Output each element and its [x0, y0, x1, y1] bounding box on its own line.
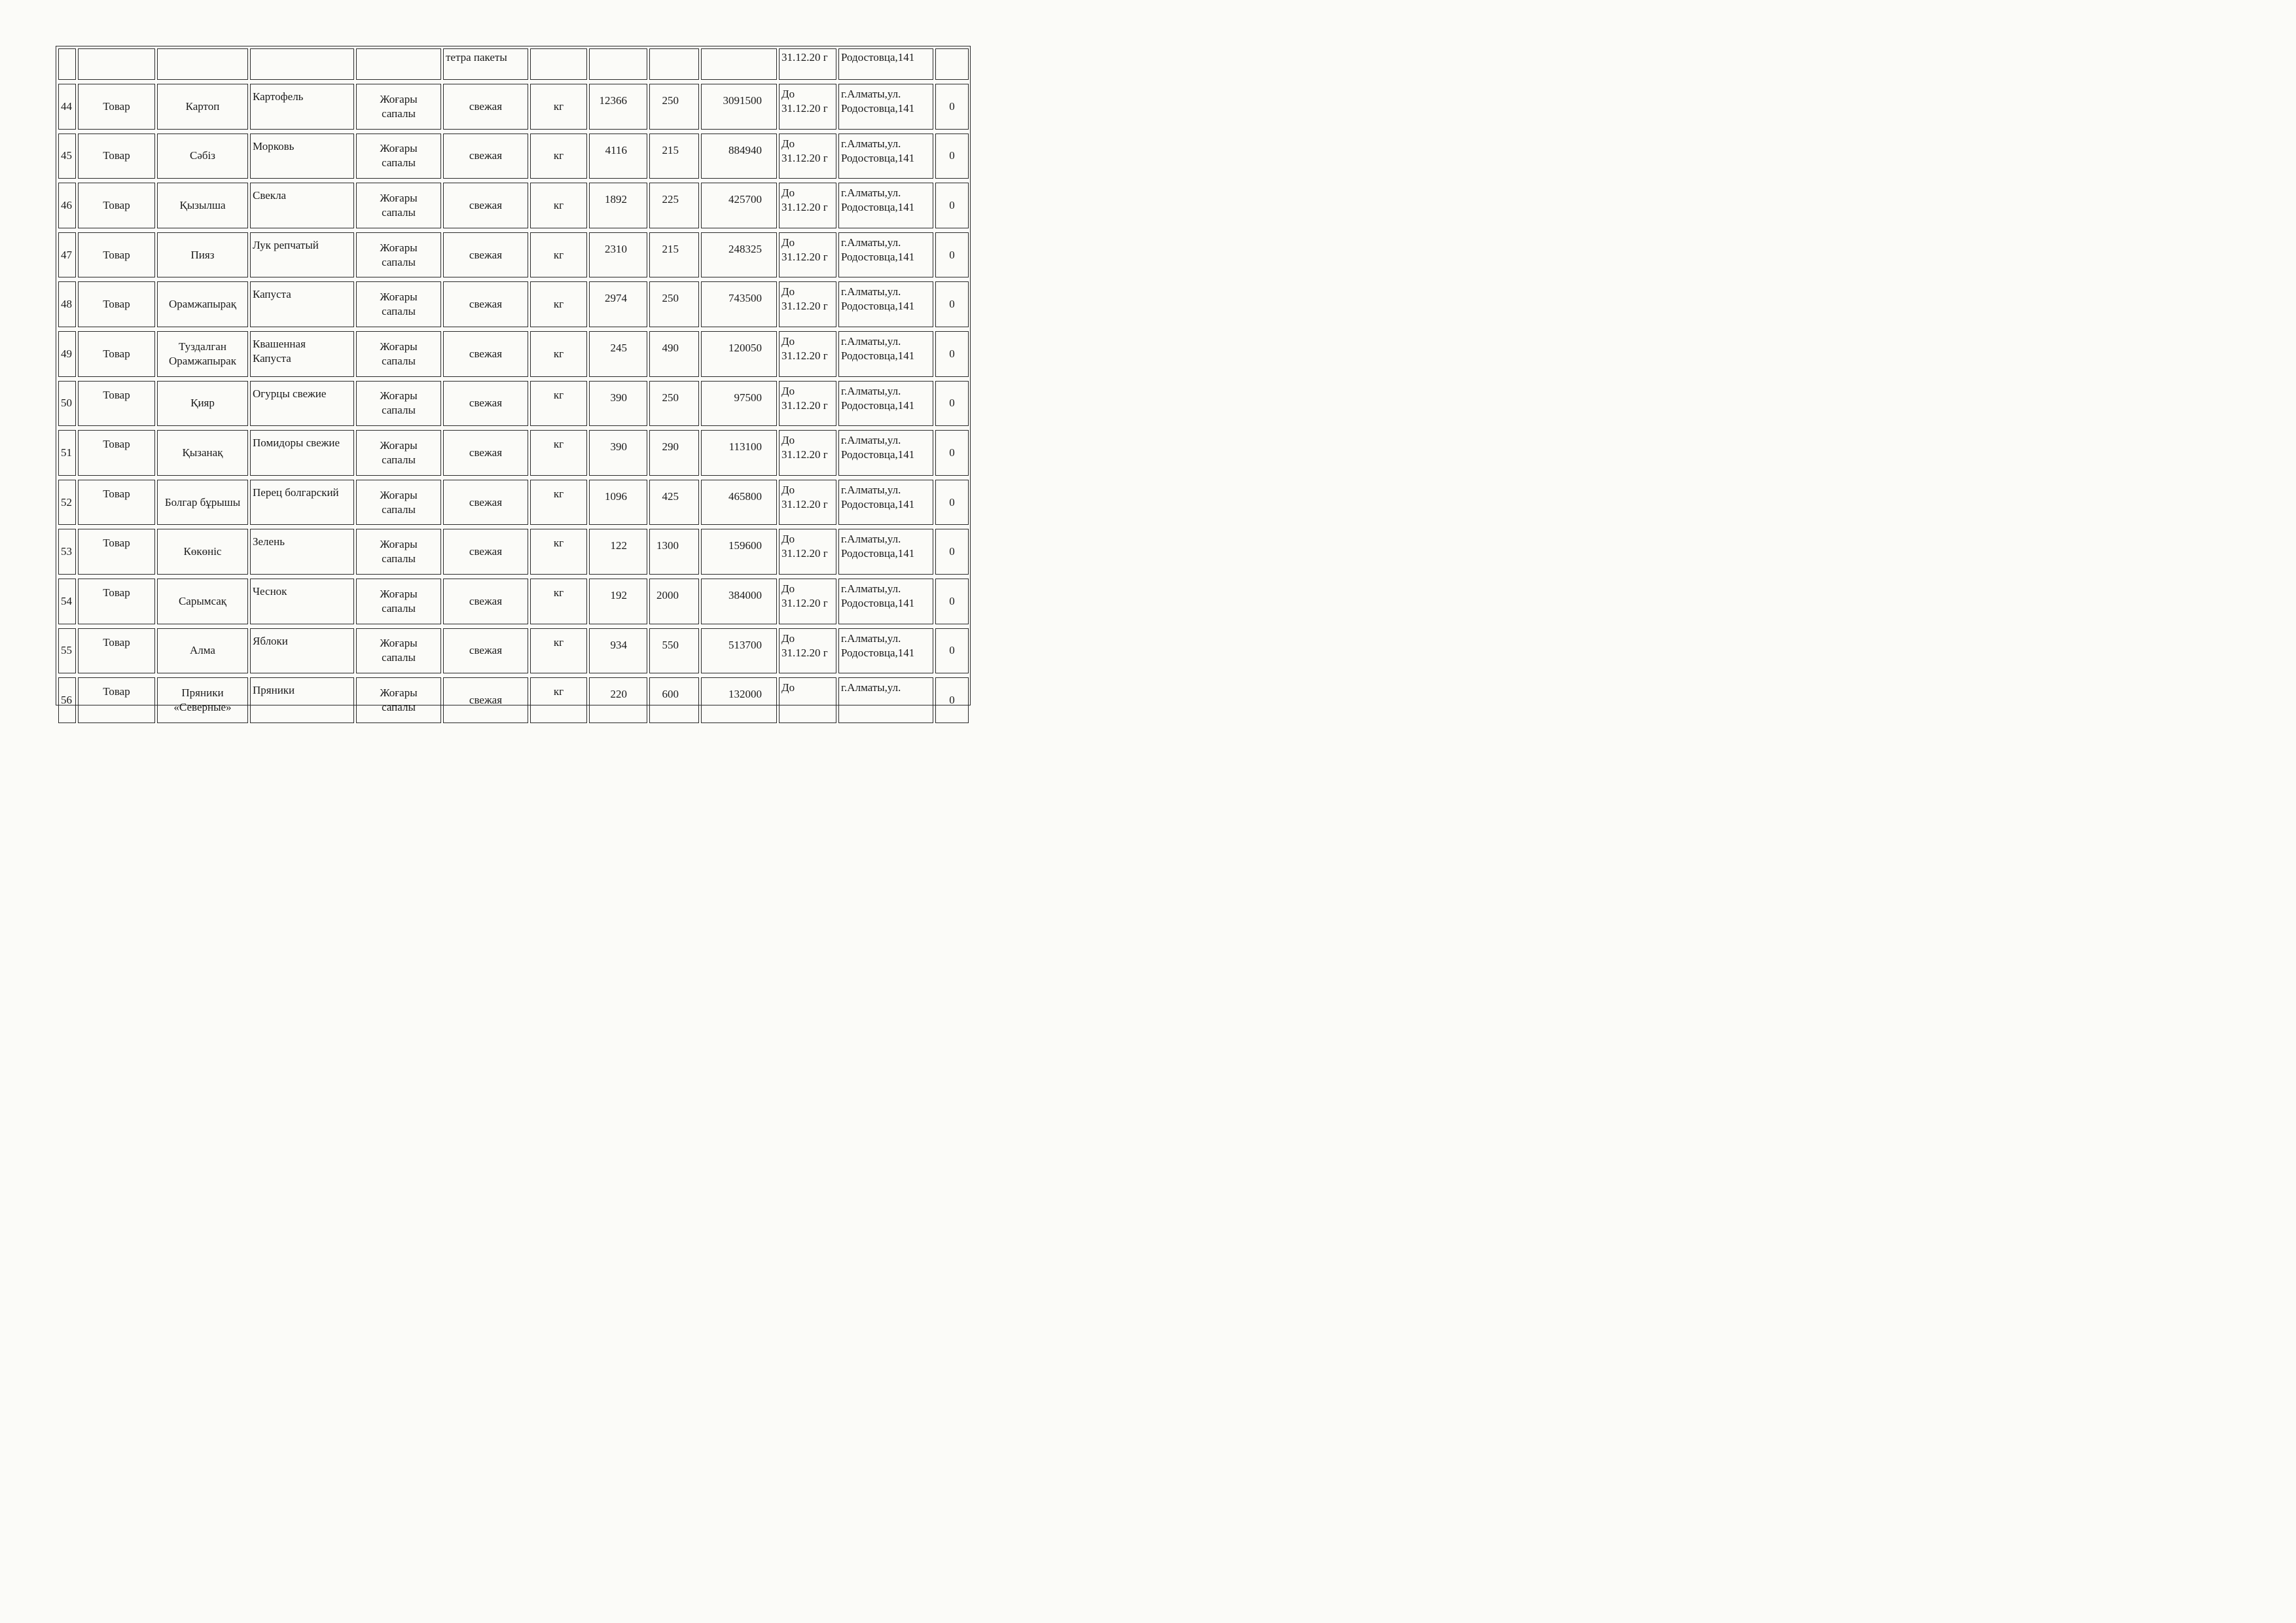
cell-amount: 3091500 [701, 84, 777, 130]
cell-unit: кг [530, 281, 587, 327]
cell-no [58, 48, 76, 80]
cell-no: 48 [58, 281, 76, 327]
cell-quality: Жоғары сапалы [356, 331, 441, 377]
cell-extra: 0 [935, 579, 969, 624]
cell-type: Товар [78, 232, 155, 278]
cell-condition: свежая [443, 430, 528, 476]
cell-name-ru: Зелень [250, 529, 354, 575]
cell-amount: 159600 [701, 529, 777, 575]
cell-address: г.Алматы,ул. Родостовца,141 [838, 430, 933, 476]
cell-address: г.Алматы,ул. Родостовца,141 [838, 381, 933, 427]
cell-quantity: 2974 [589, 281, 647, 327]
cell-packaging: тетра пакеты [443, 48, 528, 80]
cell-condition: свежая [443, 480, 528, 526]
cell-deadline: До 31.12.20 г [779, 331, 836, 377]
cell-no: 54 [58, 579, 76, 624]
cell-address: г.Алматы,ул. Родостовца,141 [838, 529, 933, 575]
cell-price: 600 [649, 677, 699, 723]
cell-unit: кг [530, 183, 587, 228]
table-row [56, 675, 970, 725]
cell-price: 215 [649, 232, 699, 278]
cell-condition: свежая [443, 183, 528, 228]
cell-address: г.Алматы,ул. Родостовца,141 [838, 134, 933, 179]
table-row [56, 626, 970, 676]
cell-unit: кг [530, 529, 587, 575]
cell-name-kz: Қызылша [157, 183, 248, 228]
cell-address: г.Алматы,ул. [838, 677, 933, 723]
cell-name-kz: Орамжапырақ [157, 281, 248, 327]
cell-name-kz [157, 48, 248, 80]
cell-unit: кг [530, 628, 587, 674]
cell-price: 225 [649, 183, 699, 228]
cell-quality: Жоғары сапалы [356, 529, 441, 575]
cell-type [78, 48, 155, 80]
procurement-table [56, 46, 971, 713]
cell-name-ru: Картофель [250, 84, 354, 130]
cell-price: 250 [649, 281, 699, 327]
cell-address: г.Алматы,ул. Родостовца,141 [838, 628, 933, 674]
cell-name-kz: Сәбіз [157, 134, 248, 179]
cell-quantity: 390 [589, 430, 647, 476]
cell-quantity: 122 [589, 529, 647, 575]
cell-name-kz: Пряники «Северные» [157, 677, 248, 723]
cell-type: Товар [78, 579, 155, 624]
cell-quantity: 2310 [589, 232, 647, 278]
cell-name-ru: Огурцы свежие [250, 381, 354, 427]
cell-deadline: До 31.12.20 г [779, 480, 836, 526]
cell-amount: 513700 [701, 628, 777, 674]
cell-type: Товар [78, 381, 155, 427]
cell-address: г.Алматы,ул. Родостовца,141 [838, 480, 933, 526]
cell-deadline: До 31.12.20 г [779, 84, 836, 130]
cell-deadline: До 31.12.20 г [779, 232, 836, 278]
cell-unit: кг [530, 331, 587, 377]
cell-unit: кг [530, 381, 587, 427]
cell-condition: свежая [443, 232, 528, 278]
cell-price: 550 [649, 628, 699, 674]
cell-quantity: 934 [589, 628, 647, 674]
cell-amount: 743500 [701, 281, 777, 327]
cell-deadline: До 31.12.20 г [779, 183, 836, 228]
cell-quality: Жоғары сапалы [356, 480, 441, 526]
cell-name-kz: Қызанақ [157, 430, 248, 476]
cell-amount: 97500 [701, 381, 777, 427]
cell-amount: 884940 [701, 134, 777, 179]
cell-quality: Жоғары сапалы [356, 579, 441, 624]
cell-unit: кг [530, 134, 587, 179]
cell-extra: 0 [935, 232, 969, 278]
cell-condition: свежая [443, 628, 528, 674]
cell-quality: Жоғары сапалы [356, 183, 441, 228]
cell-condition: свежая [443, 134, 528, 179]
cell-price: 1300 [649, 529, 699, 575]
cell-extra: 0 [935, 677, 969, 723]
table-row [56, 181, 970, 230]
cell-amount: 248325 [701, 232, 777, 278]
cell-price: 250 [649, 84, 699, 130]
cell-amount: 132000 [701, 677, 777, 723]
cell-no: 52 [58, 480, 76, 526]
cell-deadline: До [779, 677, 836, 723]
cell-name-kz: Картоп [157, 84, 248, 130]
table-row-continuation [56, 46, 970, 82]
cell-amount [701, 48, 777, 80]
cell-price: 290 [649, 430, 699, 476]
cell-name-ru: Яблоки [250, 628, 354, 674]
cell-name-ru [250, 48, 354, 80]
cell-deadline: До 31.12.20 г [779, 628, 836, 674]
cell-name-ru: Морковь [250, 134, 354, 179]
cell-amount: 425700 [701, 183, 777, 228]
table-row [56, 82, 970, 132]
cell-name-ru: Капуста [250, 281, 354, 327]
cell-type: Товар [78, 529, 155, 575]
cell-extra: 0 [935, 529, 969, 575]
cell-name-kz: Алма [157, 628, 248, 674]
cell-name-ru: Квашенная Капуста [250, 331, 354, 377]
cell-no: 45 [58, 134, 76, 179]
cell-name-ru: Перец болгарский [250, 480, 354, 526]
cell-unit: кг [530, 579, 587, 624]
cell-amount: 384000 [701, 579, 777, 624]
cell-address: Родостовца,141 [838, 48, 933, 80]
table-row [56, 527, 970, 577]
cell-quality: Жоғары сапалы [356, 84, 441, 130]
table-row [56, 379, 970, 429]
cell-unit: кг [530, 430, 587, 476]
cell-address: г.Алматы,ул. Родостовца,141 [838, 183, 933, 228]
cell-deadline: До 31.12.20 г [779, 430, 836, 476]
cell-type: Товар [78, 183, 155, 228]
cell-quantity: 12366 [589, 84, 647, 130]
cell-deadline: До 31.12.20 г [779, 579, 836, 624]
cell-extra: 0 [935, 134, 969, 179]
cell-type: Товар [78, 84, 155, 130]
cell-deadline: 31.12.20 г [779, 48, 836, 80]
cell-quality [356, 48, 441, 80]
cell-price: 215 [649, 134, 699, 179]
table-row [56, 577, 970, 626]
table-row [56, 230, 970, 280]
table-row [56, 478, 970, 527]
cell-name-kz: Көкөніс [157, 529, 248, 575]
cell-type: Товар [78, 281, 155, 327]
cell-condition: свежая [443, 579, 528, 624]
cell-quality: Жоғары сапалы [356, 134, 441, 179]
cell-extra: 0 [935, 331, 969, 377]
cell-extra: 0 [935, 281, 969, 327]
cell-quality: Жоғары сапалы [356, 677, 441, 723]
cell-no: 55 [58, 628, 76, 674]
cell-name-ru: Чеснок [250, 579, 354, 624]
cell-address: г.Алматы,ул. Родостовца,141 [838, 579, 933, 624]
table-row [56, 279, 970, 329]
cell-address: г.Алматы,ул. Родостовца,141 [838, 331, 933, 377]
cell-type: Товар [78, 628, 155, 674]
cell-type: Товар [78, 480, 155, 526]
cell-condition: свежая [443, 331, 528, 377]
cell-name-ru: Свекла [250, 183, 354, 228]
cell-price: 250 [649, 381, 699, 427]
cell-condition: свежая [443, 381, 528, 427]
cell-address: г.Алматы,ул. Родостовца,141 [838, 84, 933, 130]
cell-name-kz: Қияр [157, 381, 248, 427]
cell-name-kz: Сарымсақ [157, 579, 248, 624]
cell-condition: свежая [443, 529, 528, 575]
cell-type: Товар [78, 331, 155, 377]
table-row [56, 428, 970, 478]
cell-no: 46 [58, 183, 76, 228]
cell-unit: кг [530, 480, 587, 526]
cell-deadline: До 31.12.20 г [779, 134, 836, 179]
cell-extra: 0 [935, 430, 969, 476]
cell-no: 50 [58, 381, 76, 427]
cell-quality: Жоғары сапалы [356, 430, 441, 476]
cell-name-ru: Помидоры свежие [250, 430, 354, 476]
cell-amount: 113100 [701, 430, 777, 476]
cell-quantity: 390 [589, 381, 647, 427]
cell-name-kz: Болгар бұрышы [157, 480, 248, 526]
cell-name-kz: Туздалган Орамжапырак [157, 331, 248, 377]
cell-no: 56 [58, 677, 76, 723]
cell-quantity: 245 [589, 331, 647, 377]
cell-price: 425 [649, 480, 699, 526]
cell-unit [530, 48, 587, 80]
cell-price [649, 48, 699, 80]
cell-quality: Жоғары сапалы [356, 628, 441, 674]
cell-unit: кг [530, 232, 587, 278]
cell-unit: кг [530, 84, 587, 130]
cell-no: 44 [58, 84, 76, 130]
table-row [56, 132, 970, 181]
cell-name-ru: Лук репчатый [250, 232, 354, 278]
cell-amount: 120050 [701, 331, 777, 377]
cell-extra [935, 48, 969, 80]
cell-quality: Жоғары сапалы [356, 381, 441, 427]
cell-type: Товар [78, 134, 155, 179]
cell-name-kz: Пияз [157, 232, 248, 278]
cell-quantity: 4116 [589, 134, 647, 179]
cell-address: г.Алматы,ул. Родостовца,141 [838, 281, 933, 327]
cell-no: 51 [58, 430, 76, 476]
cell-quantity: 192 [589, 579, 647, 624]
cell-quantity: 1892 [589, 183, 647, 228]
cell-no: 49 [58, 331, 76, 377]
cell-no: 53 [58, 529, 76, 575]
cell-type: Товар [78, 677, 155, 723]
cell-extra: 0 [935, 381, 969, 427]
cell-type: Товар [78, 430, 155, 476]
cell-quantity: 220 [589, 677, 647, 723]
cell-deadline: До 31.12.20 г [779, 529, 836, 575]
cell-quality: Жоғары сапалы [356, 232, 441, 278]
cell-quantity: 1096 [589, 480, 647, 526]
cell-address: г.Алматы,ул. Родостовца,141 [838, 232, 933, 278]
cell-extra: 0 [935, 628, 969, 674]
cell-deadline: До 31.12.20 г [779, 381, 836, 427]
table-row [56, 329, 970, 379]
cell-quality: Жоғары сапалы [356, 281, 441, 327]
cell-extra: 0 [935, 183, 969, 228]
cell-condition: свежая [443, 677, 528, 723]
cell-unit: кг [530, 677, 587, 723]
cell-condition: свежая [443, 281, 528, 327]
cell-name-ru: Пряники [250, 677, 354, 723]
cell-price: 490 [649, 331, 699, 377]
cell-deadline: До 31.12.20 г [779, 281, 836, 327]
cell-amount: 465800 [701, 480, 777, 526]
cell-extra: 0 [935, 480, 969, 526]
cell-extra: 0 [935, 84, 969, 130]
cell-quantity [589, 48, 647, 80]
cell-condition: свежая [443, 84, 528, 130]
cell-price: 2000 [649, 579, 699, 624]
cell-no: 47 [58, 232, 76, 278]
